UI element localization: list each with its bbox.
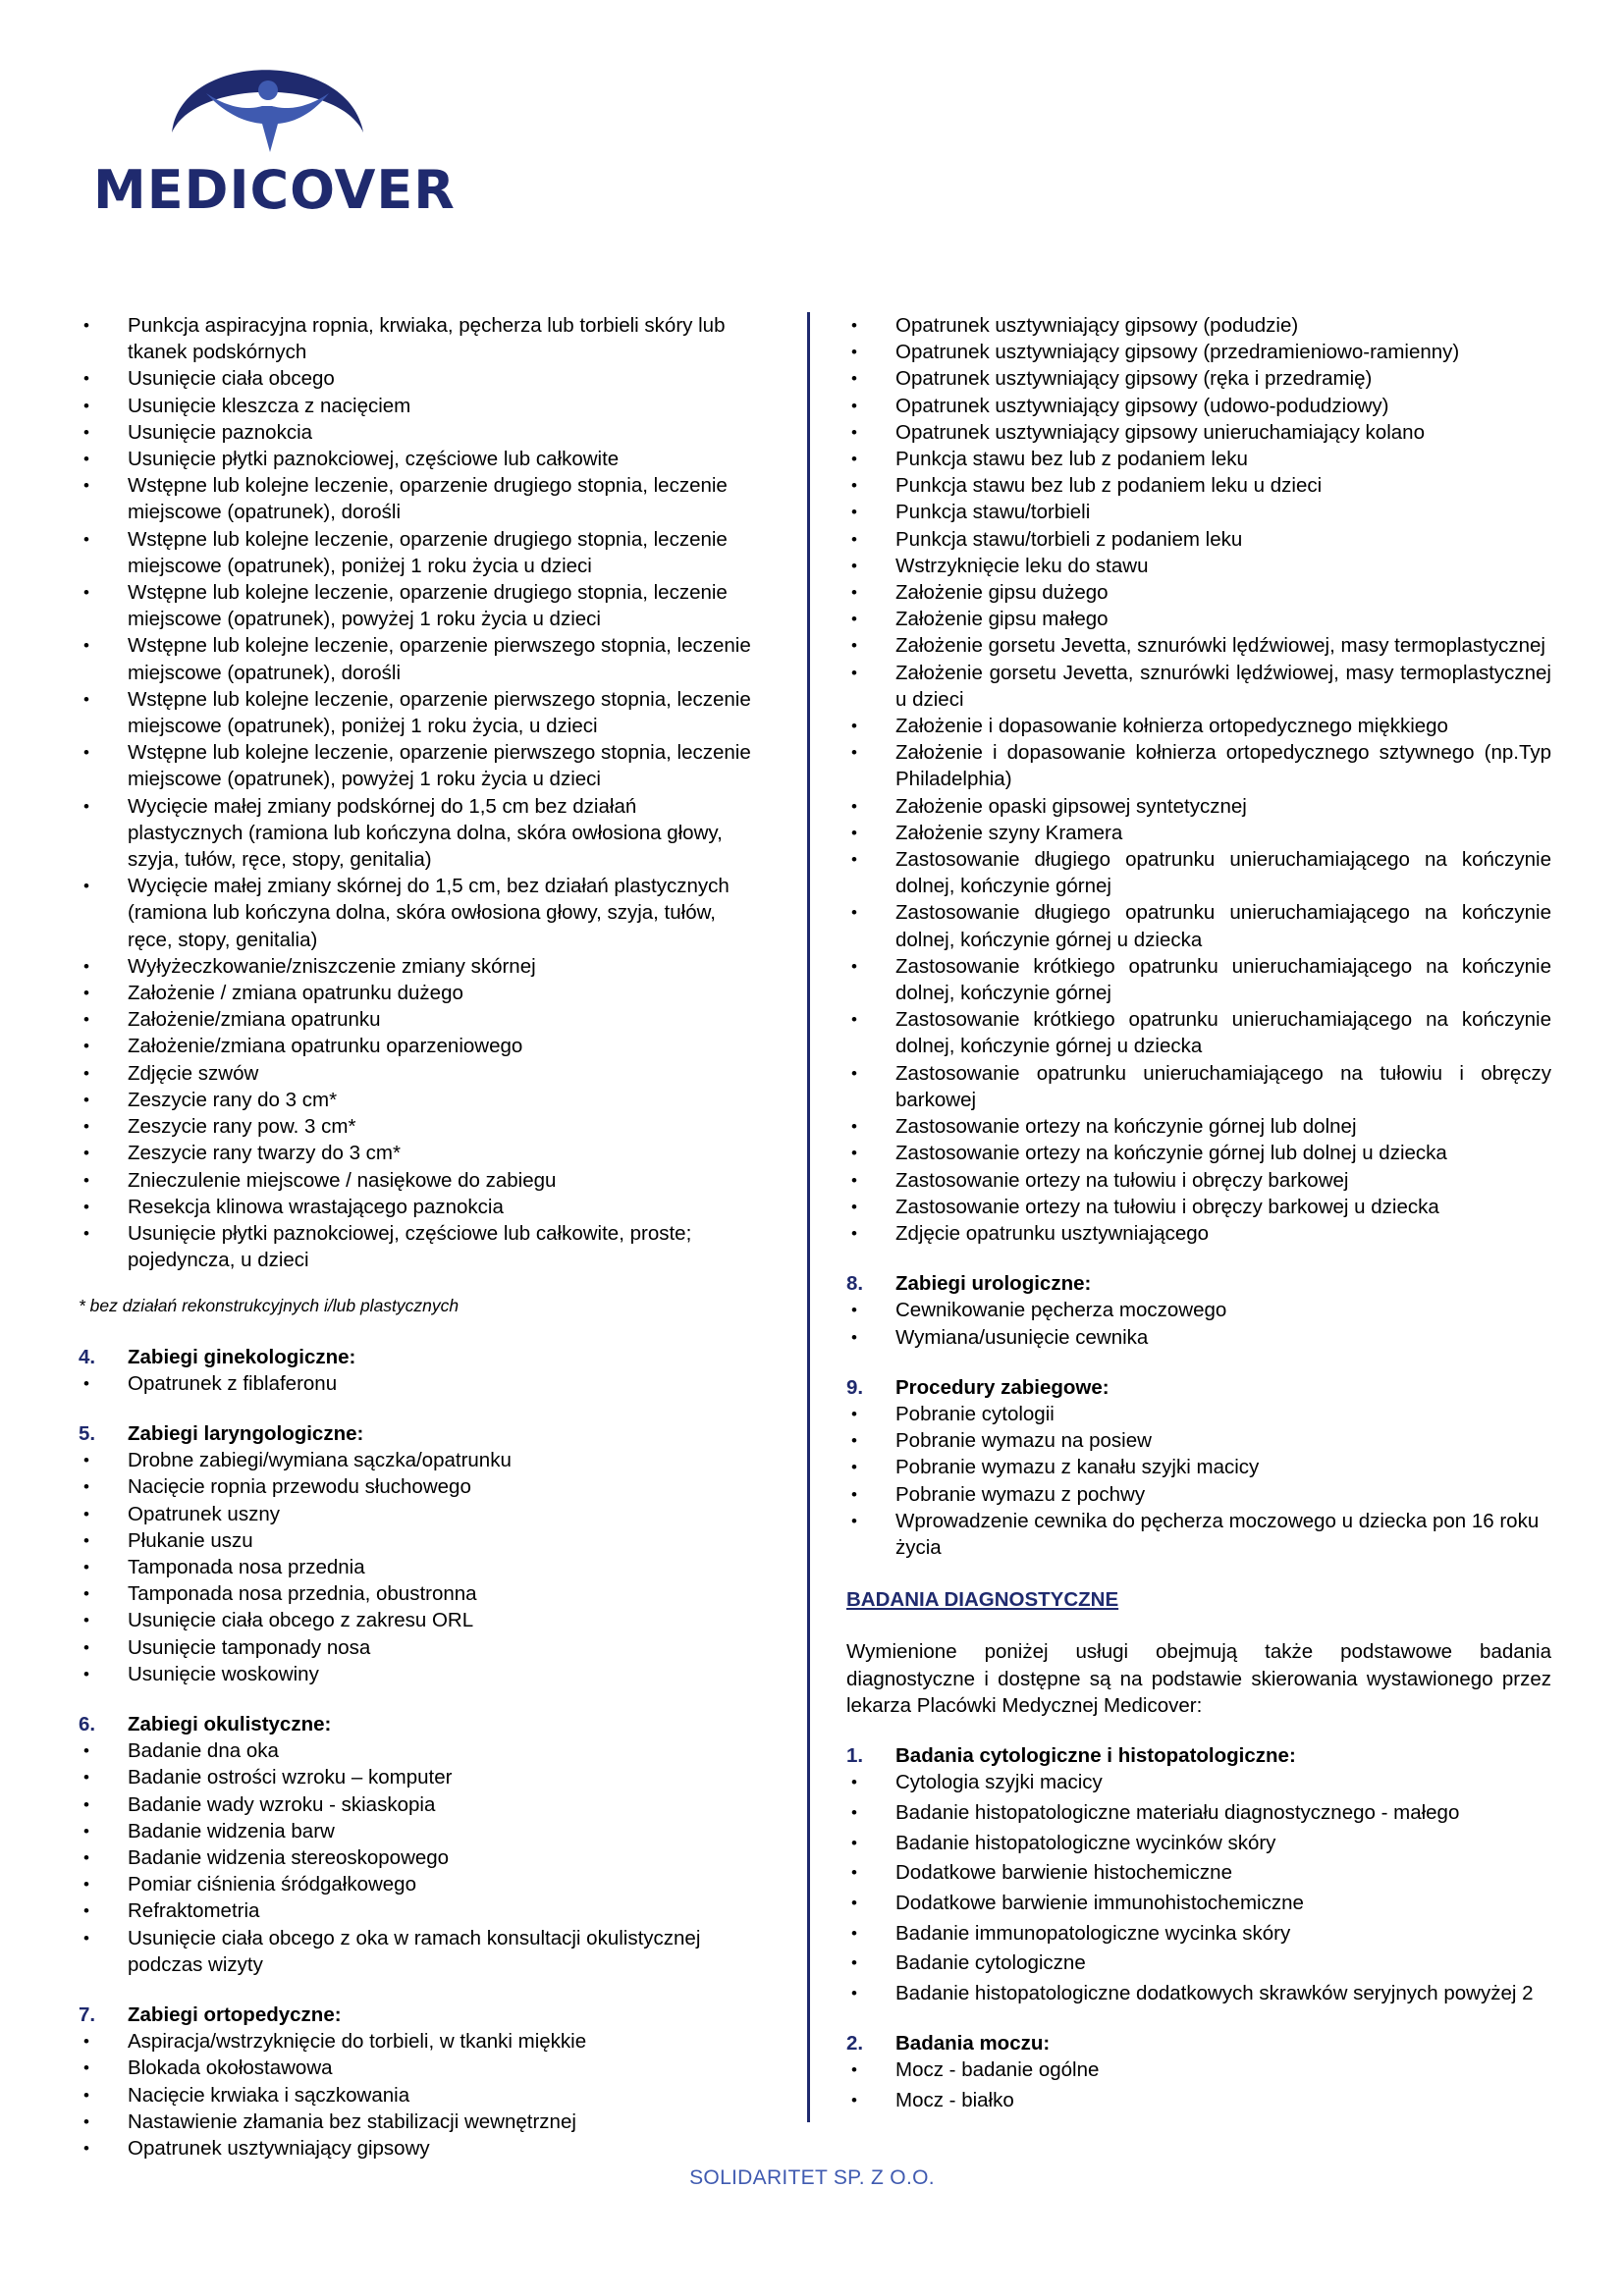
section-number: 1. (846, 1743, 864, 1767)
list-item: • Nacięcie krwiaka i sączkowania (79, 2082, 754, 2109)
section-number: 6. (79, 1712, 96, 1735)
diagnostics-heading: BADANIA DIAGNOSTYCZNE (846, 1588, 1119, 1612)
section-heading (846, 1374, 1551, 1401)
list-item: • Zastosowanie ortezy na tułowiu i obręczy barkowej (846, 1167, 1551, 1194)
section-list (79, 1447, 754, 1687)
list-item: • Zdjęcie opatrunku usztywniającego (846, 1220, 1551, 1247)
list-item: • Drobne zabiegi/wymiana sączka/opatrunku (79, 1447, 754, 1473)
left-sections (79, 1344, 754, 2163)
section-list (846, 1297, 1551, 1350)
list-item: • Założenie szyny Kramera (846, 820, 1551, 846)
list-item: • Zastosowanie krótkiego opatrunku unieruchamiającego na kończynie dolnej, kończynie górnej (846, 953, 1551, 1006)
list-item: • Usunięcie ciała obcego (79, 365, 754, 392)
list-item: • Znieczulenie miejscowe / nasiękowe do zabiegu (79, 1167, 754, 1194)
section-heading (846, 1270, 1551, 1297)
list-item: • Zeszycie rany twarzy do 3 cm* (79, 1140, 754, 1166)
logo-figure-icon (152, 39, 378, 157)
list-item: • Wycięcie małej zmiany podskórnej do 1,5 cm bez działań plastycznych (ramiona lub kończyna dolna, skóra owłosiona głowy, szyja, tułów, ręce, stopy, genitalia) (79, 793, 754, 874)
list-item: • Blokada okołostawowa (79, 2055, 754, 2081)
list-item: • Cytologia szyjki macicy (846, 1769, 1551, 1795)
list-item: • Badanie wady wzroku - skiaskopia (79, 1791, 754, 1818)
list-item: • Zeszycie rany pow. 3 cm* (79, 1113, 754, 1140)
diagnostics-intro: Wymienione poniżej usługi obejmują także podstawowe badania diagnostyczne i dostępne są na podstawie skierowania wystawionego przez lekarza Placówki Medycznej Medicover: (846, 1640, 1551, 1717)
list-item: • Badanie widzenia barw (79, 1818, 754, 1844)
list-item: • Opatrunek usztywniający gipsowy unieruchamiający kolano (846, 419, 1551, 446)
section-list (79, 2028, 754, 2162)
section-heading (79, 1420, 754, 1447)
list-item: • Zeszycie rany do 3 cm* (79, 1087, 754, 1113)
list-item: • Badanie widzenia stereoskopowego (79, 1844, 754, 1871)
list-item: • Założenie i dopasowanie kołnierza ortopedycznego sztywnego (np.Typ Philadelphia) (846, 739, 1551, 792)
section-title: Badania moczu: (895, 2032, 1051, 2056)
right-sections (846, 1270, 1551, 1561)
list-item: • Wstępne lub kolejne leczenie, oparzenie drugiego stopnia, leczenie miejscowe (opatrunek), poniżej 1 roku życia u dzieci (79, 526, 754, 579)
section-heading (79, 1711, 754, 1737)
list-item: • Badanie histopatologiczne materiału diagnostycznego - małego (846, 1799, 1551, 1826)
section-number: 2. (846, 2032, 864, 2056)
list-item: • Zdjęcie szwów (79, 1060, 754, 1087)
list-item: • Usunięcie tamponady nosa (79, 1634, 754, 1661)
list-item: • Badanie histopatologiczne wycinków skóry (846, 1830, 1551, 1856)
list-item: • Usunięcie woskowiny (79, 1661, 754, 1687)
list-item: • Dodatkowe barwienie immunohistochemiczne (846, 1890, 1551, 1916)
medicover-logo (93, 39, 456, 221)
list-item: • Mocz - badanie ogólne (846, 2056, 1551, 2083)
list-item: • Badanie histopatologiczne dodatkowych skrawków seryjnych powyżej 2 (846, 1980, 1551, 2006)
footer-company: SOLIDARITET SP. Z O.O. (689, 2166, 935, 2189)
left-column (79, 312, 754, 2162)
list-item: • Usunięcie ciała obcego z zakresu ORL (79, 1607, 754, 1633)
list-item: • Wyłyżeczkowanie/zniszczenie zmiany skórnej (79, 953, 754, 980)
footnote: * bez działań rekonstrukcyjnych i/lub plastycznych (79, 1296, 460, 1316)
section-title: Zabiegi laryngologiczne: (128, 1421, 364, 1445)
section-title: Procedury zabiegowe: (895, 1375, 1110, 1399)
list-item: • Wstępne lub kolejne leczenie, oparzenie drugiego stopnia, leczenie miejscowe (opatrunek), dorośli (79, 472, 754, 525)
list-item: • Wstępne lub kolejne leczenie, oparzenie pierwszego stopnia, leczenie miejscowe (opatrunek), powyżej 1 roku życia u dzieci (79, 739, 754, 792)
list-item: • Założenie gipsu małego (846, 606, 1551, 632)
section-title: Zabiegi ginekologiczne: (128, 1345, 356, 1368)
list-item: • Usunięcie płytki paznokciowej, częściowe lub całkowite, proste; pojedyncza, u dzieci (79, 1220, 754, 1273)
list-item: • Usunięcie ciała obcego z oka w ramach konsultacji okulistycznej podczas wizyty (79, 1925, 754, 1978)
list-item: • Opatrunek usztywniający gipsowy (udowo-podudziowy) (846, 393, 1551, 419)
list-item: • Badanie immunopatologiczne wycinka skóry (846, 1920, 1551, 1947)
list-item: • Wstępne lub kolejne leczenie, oparzenie drugiego stopnia, leczenie miejscowe (opatrunek), powyżej 1 roku życia u dzieci (79, 579, 754, 632)
column-divider (807, 312, 810, 2122)
list-item: • Tamponada nosa przednia (79, 1554, 754, 1580)
list-item: • Założenie gorsetu Jevetta, sznurówki lędźwiowej, masy termoplastycznej (846, 632, 1551, 659)
section-list (846, 2056, 1551, 2113)
list-item: • Wymiana/usunięcie cewnika (846, 1324, 1551, 1351)
list-item: • Refraktometria (79, 1897, 754, 1924)
section-list (79, 1370, 754, 1397)
list-item: • Opatrunek usztywniający gipsowy (79, 2135, 754, 2162)
list-item: • Założenie/zmiana opatrunku (79, 1006, 754, 1033)
right-column (846, 312, 1551, 2117)
list-item: • Cewnikowanie pęcherza moczowego (846, 1297, 1551, 1323)
orthopedic-procedures-list (846, 312, 1551, 1247)
list-item: • Założenie opaski gipsowej syntetycznej (846, 793, 1551, 820)
section-title: Zabiegi ortopedyczne: (128, 2002, 342, 2026)
section-title: Zabiegi urologiczne: (895, 1272, 1092, 1296)
section-heading (79, 2002, 754, 2028)
list-item: • Usunięcie kleszcza z nacięciem (79, 393, 754, 419)
surgical-procedures-list (79, 312, 754, 1273)
list-item: • Resekcja klinowa wrastającego paznokcia (79, 1194, 754, 1220)
list-item: • Pobranie wymazu z kanału szyjki macicy (846, 1454, 1551, 1480)
list-item: • Zastosowanie opatrunku unieruchamiającego na tułowiu i obręczy barkowej (846, 1060, 1551, 1113)
list-item: • Pobranie wymazu z pochwy (846, 1481, 1551, 1508)
section-number: 4. (79, 1345, 96, 1368)
section-heading (79, 1344, 754, 1370)
section-number: 7. (79, 2002, 96, 2026)
list-item: • Opatrunek usztywniający gipsowy (ręka i przedramię) (846, 365, 1551, 392)
section-list (846, 1769, 1551, 2006)
diagnostics-sections (846, 1742, 1551, 2113)
list-item: • Opatrunek uszny (79, 1501, 754, 1527)
list-item: • Badanie cytologiczne (846, 1949, 1551, 1976)
list-item: • Założenie gipsu dużego (846, 579, 1551, 606)
list-item: • Opatrunek z fiblaferonu (79, 1370, 754, 1397)
section-number: 9. (846, 1375, 864, 1399)
list-item: • Wprowadzenie cewnika do pęcherza moczowego u dziecka pon 16 roku życia (846, 1508, 1551, 1561)
section-number: 8. (846, 1272, 864, 1296)
list-item: • Zastosowanie długiego opatrunku unieruchamiającego na kończynie dolnej, kończynie górnej u dziecka (846, 899, 1551, 952)
list-item: • Tamponada nosa przednia, obustronna (79, 1580, 754, 1607)
list-item: • Dodatkowe barwienie histochemiczne (846, 1859, 1551, 1886)
list-item: • Opatrunek usztywniający gipsowy (przedramieniowo-ramienny) (846, 339, 1551, 365)
list-item: • Płukanie uszu (79, 1527, 754, 1554)
logo-wordmark: MEDICOVER (93, 159, 456, 221)
list-item: • Zastosowanie krótkiego opatrunku unieruchamiającego na kończynie dolnej, kończynie górnej u dziecka (846, 1006, 1551, 1059)
list-item: • Badanie ostrości wzroku – komputer (79, 1764, 754, 1790)
section-title: Zabiegi okulistyczne: (128, 1712, 332, 1735)
list-item: • Założenie gorsetu Jevetta, sznurówki lędźwiowej, masy termoplastycznej u dzieci (846, 660, 1551, 713)
list-item: • Wstępne lub kolejne leczenie, oparzenie pierwszego stopnia, leczenie miejscowe (opatrunek), poniżej 1 roku życia, u dzieci (79, 686, 754, 739)
section-heading (846, 1742, 1551, 1769)
list-item: • Badanie dna oka (79, 1737, 754, 1764)
list-item: • Wycięcie małej zmiany skórnej do 1,5 cm, bez działań plastycznych (ramiona lub kończyna dolna, skóra owłosiona głowy, szyja, tułów, ręce, stopy, genitalia) (79, 873, 754, 953)
section-list (846, 1401, 1551, 1561)
list-item: • Aspiracja/wstrzyknięcie do torbieli, w tkanki miękkie (79, 2028, 754, 2055)
list-item: • Punkcja stawu bez lub z podaniem leku u dzieci (846, 472, 1551, 499)
list-item: • Zastosowanie długiego opatrunku unieruchamiającego na kończynie dolnej, kończynie górnej (846, 846, 1551, 899)
list-item: • Założenie i dopasowanie kołnierza ortopedycznego miękkiego (846, 713, 1551, 739)
list-item: • Zastosowanie ortezy na tułowiu i obręczy barkowej u dziecka (846, 1194, 1551, 1220)
list-item: • Zastosowanie ortezy na kończynie górnej lub dolnej (846, 1113, 1551, 1140)
section-number: 5. (79, 1421, 96, 1445)
list-item: • Nacięcie ropnia przewodu słuchowego (79, 1473, 754, 1500)
section-title: Badania cytologiczne i histopatologiczne: (895, 1743, 1296, 1767)
list-item: • Usunięcie paznokcia (79, 419, 754, 446)
list-item: • Założenie/zmiana opatrunku oparzeniowego (79, 1033, 754, 1059)
list-item: • Punkcja stawu bez lub z podaniem leku (846, 446, 1551, 472)
list-item: • Nastawienie złamania bez stabilizacji wewnętrznej (79, 2109, 754, 2135)
list-item: • Mocz - białko (846, 2087, 1551, 2113)
section-list (79, 1737, 754, 1978)
list-item: • Wstępne lub kolejne leczenie, oparzenie pierwszego stopnia, leczenie miejscowe (opatrunek), dorośli (79, 632, 754, 685)
list-item: • Zastosowanie ortezy na kończynie górnej lub dolnej u dziecka (846, 1140, 1551, 1166)
list-item: • Punkcja stawu/torbieli (846, 499, 1551, 525)
list-item: • Pobranie wymazu na posiew (846, 1427, 1551, 1454)
list-item: • Wstrzyknięcie leku do stawu (846, 553, 1551, 579)
list-item: • Pomiar ciśnienia śródgałkowego (79, 1871, 754, 1897)
list-item: • Założenie / zmiana opatrunku dużego (79, 980, 754, 1006)
list-item: • Opatrunek usztywniający gipsowy (podudzie) (846, 312, 1551, 339)
section-heading (846, 2030, 1551, 2056)
list-item: • Pobranie cytologii (846, 1401, 1551, 1427)
list-item: • Punkcja stawu/torbieli z podaniem leku (846, 526, 1551, 553)
list-item: • Punkcja aspiracyjna ropnia, krwiaka, pęcherza lub torbieli skóry lub tkanek podskórnych (79, 312, 754, 365)
list-item: • Usunięcie płytki paznokciowej, częściowe lub całkowite (79, 446, 754, 472)
